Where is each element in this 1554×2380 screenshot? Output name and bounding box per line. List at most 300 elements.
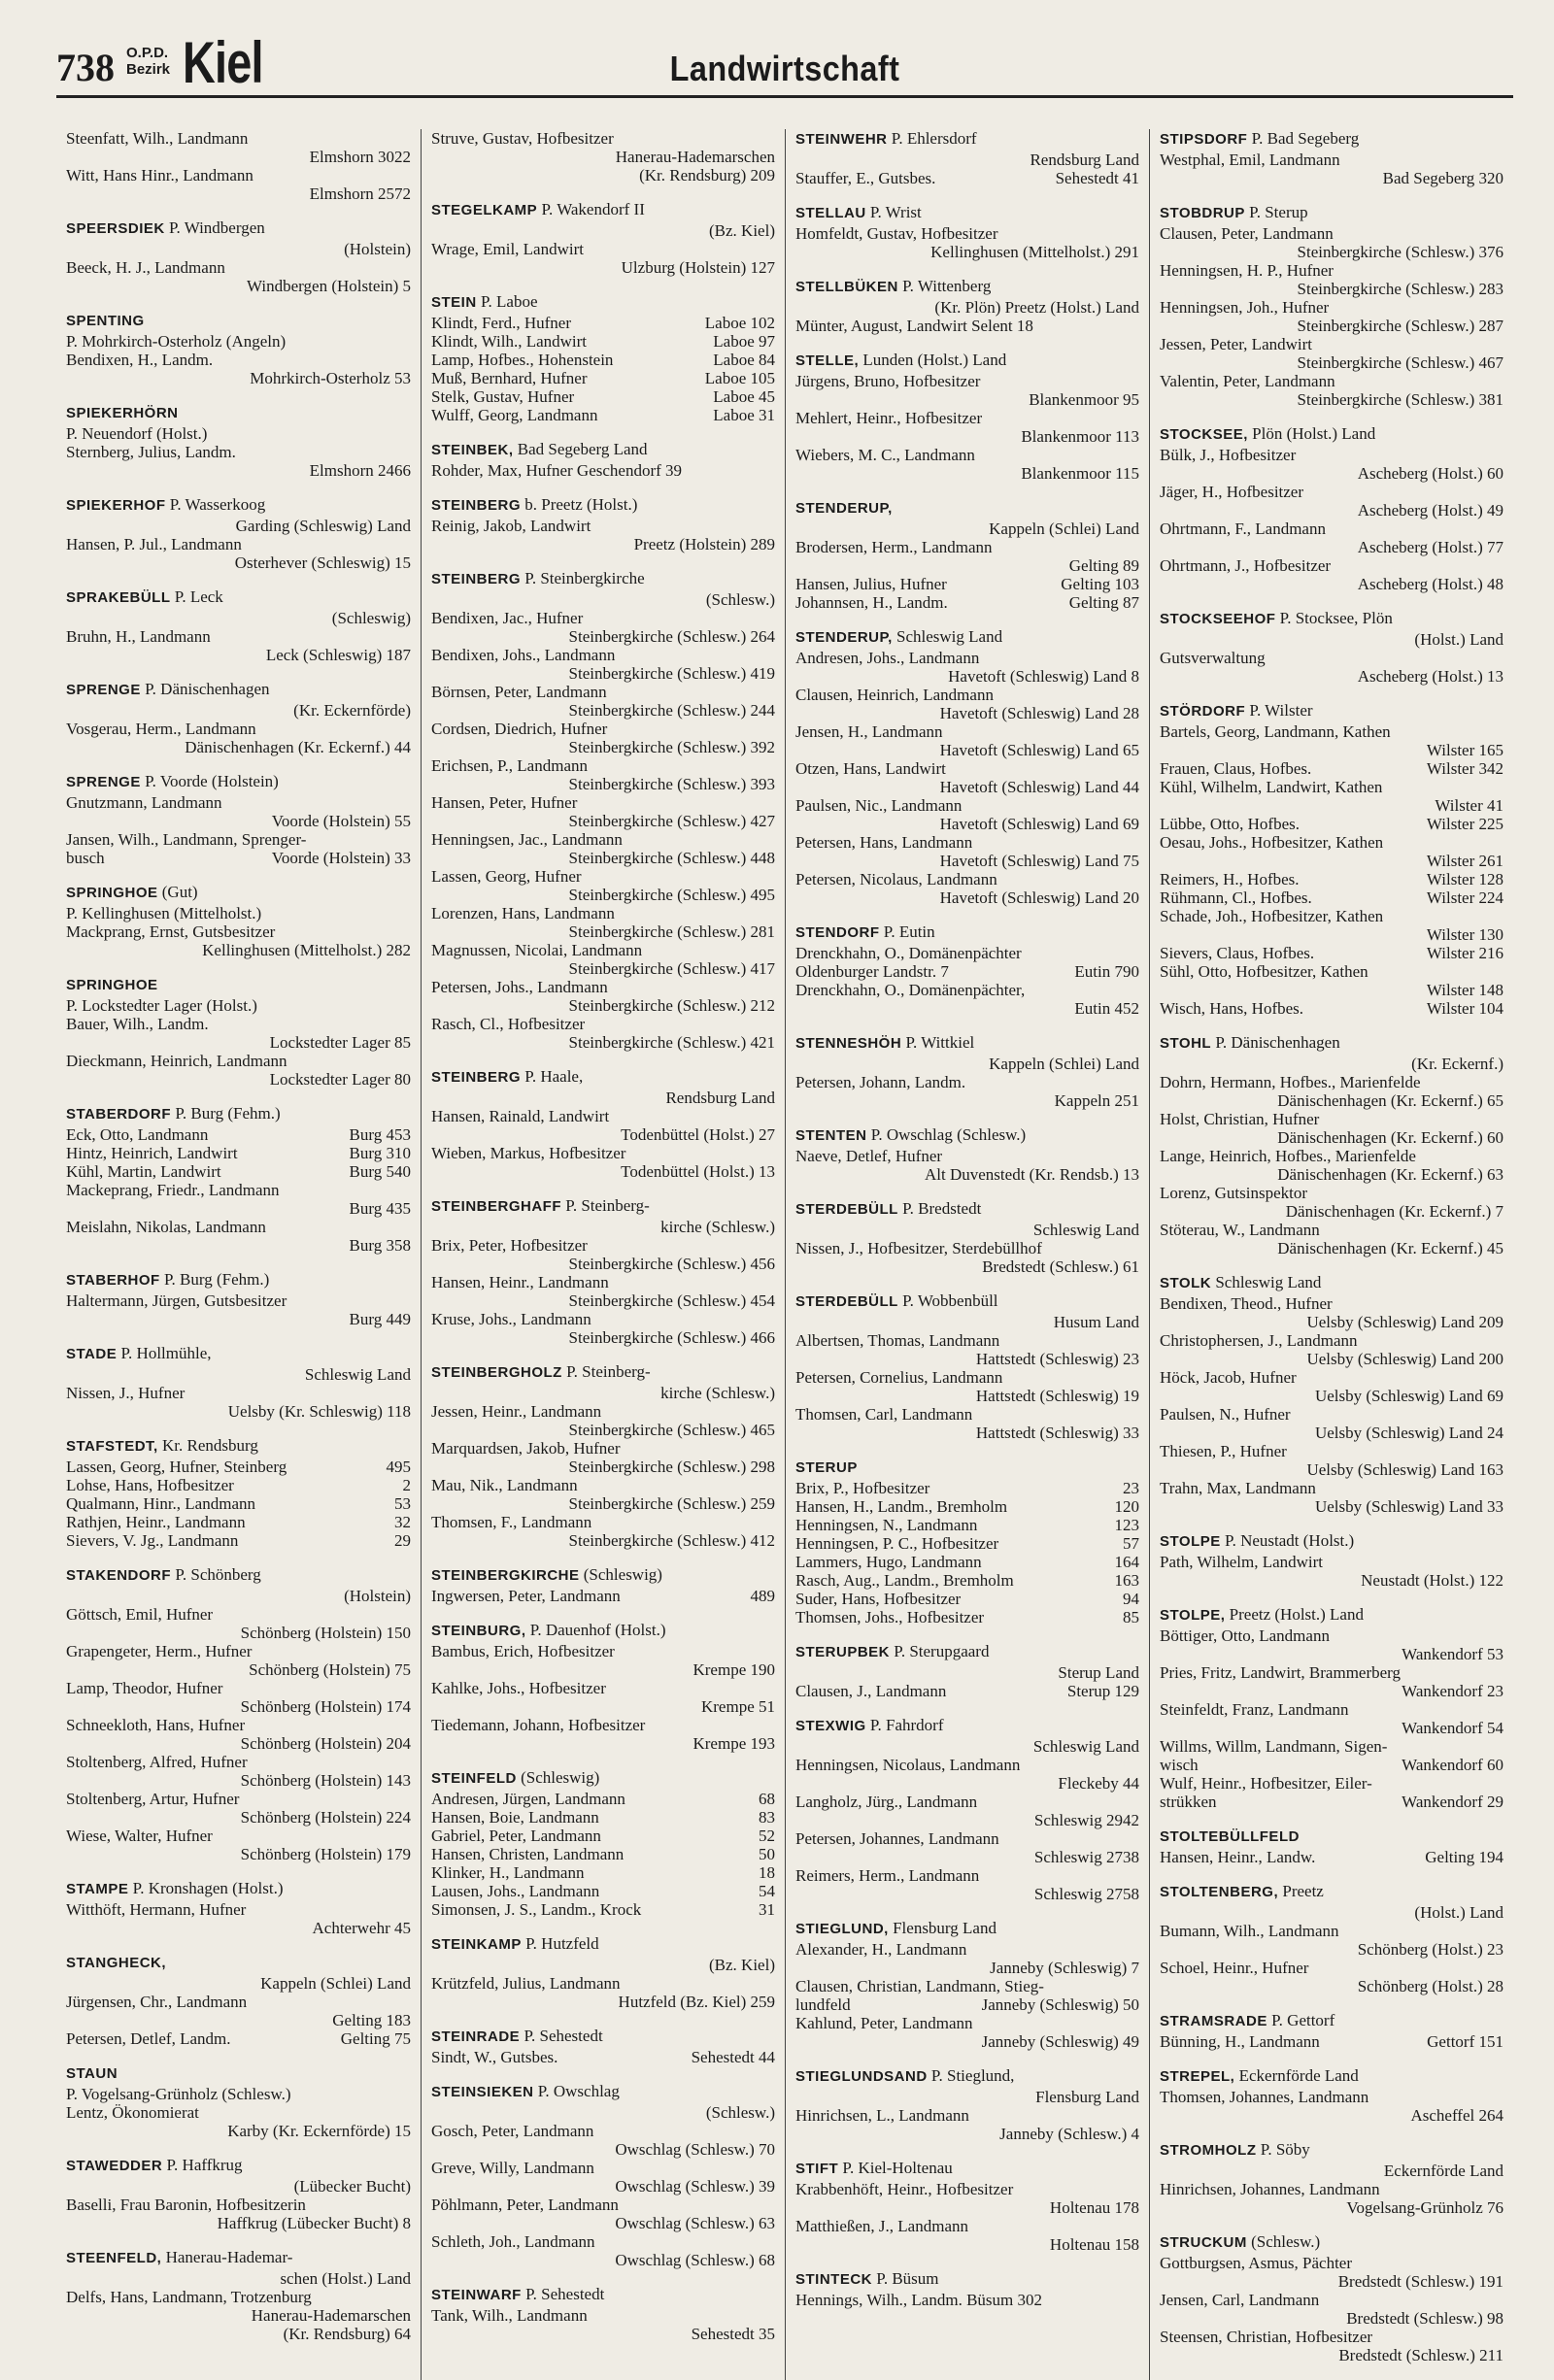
listing-location: Havetoft (Schleswig) Land 44 — [939, 778, 1139, 796]
place-entry — [1160, 424, 1503, 593]
listing-line — [1160, 907, 1503, 925]
listing-location: Ascheffel 264 — [1410, 2106, 1503, 2125]
listing-line — [795, 796, 1139, 815]
place-name: STEXWIG — [795, 1718, 866, 1734]
listing-location: Haffkrug (Lübecker Bucht) 8 — [217, 2214, 411, 2232]
listing-text: Jürgensen, Chr., Landmann — [66, 1993, 248, 2011]
listing-text: Bendixen, Theod., Hufner — [1160, 1294, 1333, 1313]
listing-text: Bruhn, H., Landmann — [66, 627, 211, 646]
listing-text: Rohder, Max, Hufner Geschendorf 39 — [431, 461, 683, 480]
place-name: SPRENGE — [66, 774, 141, 790]
place-location: P. Bredstedt — [902, 1199, 982, 1218]
place-entry — [66, 1436, 411, 1550]
listing-text: Petersen, Hans, Landmann — [795, 833, 973, 852]
place-entry — [66, 218, 411, 295]
listing-line — [795, 1055, 1139, 1073]
listing-line — [66, 922, 411, 941]
listing-text: Drenckhahn, O., Domänenpächter, — [795, 981, 1026, 999]
place-heading — [1160, 1033, 1503, 1053]
place-entry — [431, 1196, 775, 1347]
listing-line — [795, 852, 1139, 870]
listing-text: Hansen, Rainald, Landwirt — [431, 1107, 610, 1125]
listing-text: Homfeldt, Gustav, Hofbesitzer — [795, 224, 998, 243]
place-name: STEINBERGKIRCHE — [431, 1567, 580, 1584]
listing-text: Böttiger, Otto, Landmann — [1160, 1626, 1330, 1645]
listing-location: Steinbergkirche (Schlesw.) 259 — [568, 1494, 775, 1513]
listing-text: Thomsen, Carl, Landmann — [795, 1405, 973, 1424]
place-name: STREPEL, — [1160, 2068, 1235, 2085]
listing-line — [795, 1147, 1139, 1165]
listing-line — [795, 1091, 1139, 1110]
listing-number: Sehestedt 44 — [691, 2048, 775, 2066]
listing-text: Witthöft, Hermann, Hufner — [66, 1900, 247, 1919]
place-location: Hanerau-Hademar- — [165, 2248, 293, 2266]
listing-line — [1160, 538, 1503, 556]
listing-text: Petersen, Johannes, Landmann — [795, 1829, 999, 1848]
place-entry — [431, 1934, 775, 2011]
place-name: STAWEDDER — [66, 2158, 163, 2174]
place-location: P. Söby — [1260, 2140, 1310, 2159]
place-name: STIPSDORF — [1160, 131, 1248, 148]
listing-line — [431, 812, 775, 830]
listing-location: Wilster 148 — [1426, 981, 1503, 999]
listing-line — [66, 2011, 411, 2029]
listing-text: Erichsen, P., Landmann — [431, 756, 588, 775]
listing-text: Petersen, Johs., Landmann — [431, 978, 608, 996]
listing-text: Hinrichsen, L., Landmann — [795, 2106, 969, 2125]
place-name: SPEERSDIEK — [66, 220, 165, 237]
listing-line — [795, 1829, 1139, 1848]
listing-line — [431, 1291, 775, 1310]
listing-line — [1160, 1147, 1503, 1165]
listing-number: 164 — [1114, 1553, 1139, 1571]
listing-location: Steinbergkirche (Schlesw.) 264 — [568, 627, 775, 646]
listing-location: Schleswig Land — [1032, 1221, 1139, 1239]
listing-location: Dänischenhagen (Kr. Eckernf.) 63 — [1277, 1165, 1503, 1184]
listing-location: Steinbergkirche (Schlesw.) 283 — [1297, 280, 1503, 298]
listing-number: Eutin 790 — [1074, 962, 1139, 981]
listing-text: Westphal, Emil, Landmann — [1160, 151, 1340, 169]
listing-location: Steinbergkirche (Schlesw.) 298 — [568, 1458, 775, 1476]
listing-location: Uelsby (Schleswig) Land 24 — [1314, 1424, 1503, 1442]
listing-line — [66, 1070, 411, 1089]
place-entry — [1160, 2011, 1503, 2051]
listing-number: Wilster 224 — [1426, 888, 1503, 907]
listing-line — [431, 664, 775, 683]
place-name: STOLPE — [1160, 1533, 1221, 1550]
place-name: STOLK — [1160, 1275, 1212, 1291]
place-heading — [795, 1919, 1139, 1938]
listing-text: Lübbe, Otto, Hofbes. — [1160, 815, 1301, 833]
place-heading — [1160, 2066, 1503, 2086]
listing-location: Dänischenhagen (Kr. Eckernf.) 60 — [1277, 1128, 1503, 1147]
listing-line — [1160, 778, 1503, 796]
listing-location: Vogelsang-Grünholz 76 — [1346, 2198, 1503, 2217]
listing-location: Holtenau 178 — [1049, 2198, 1139, 2217]
listing-line — [431, 1734, 775, 1753]
listing-line — [431, 1845, 775, 1863]
listing-location: (Schlesw.) — [705, 2103, 775, 2122]
listing-text: busch — [66, 849, 105, 867]
listing-line — [66, 369, 411, 387]
place-location: P. Sterup — [1249, 203, 1308, 221]
listing-line — [66, 1771, 411, 1790]
listing-line — [431, 941, 775, 959]
listing-text: Jessen, Heinr., Landmann — [431, 1402, 602, 1421]
listing-line — [1160, 649, 1503, 667]
listing-line — [795, 298, 1139, 317]
listing-line — [66, 1291, 411, 1310]
place-name: STOBDRUP — [1160, 205, 1245, 221]
listing-line — [431, 1236, 775, 1255]
listing-line — [66, 1458, 411, 1476]
place-entry — [431, 129, 775, 184]
listing-text: Andresen, Jürgen, Landmann — [431, 1790, 625, 1808]
place-name: STELLBÜKEN — [795, 279, 898, 295]
listing-line — [1160, 1073, 1503, 1091]
listing-location: Steinbergkirche (Schlesw.) 287 — [1297, 317, 1503, 335]
listing-line — [795, 759, 1139, 778]
listing-line — [1160, 446, 1503, 464]
place-location: P. Steinbergkirche — [524, 569, 645, 587]
listing-line — [1160, 833, 1503, 852]
listing-text: Eck, Otto, Landmann — [66, 1125, 209, 1144]
listing-line — [66, 1974, 411, 1993]
listing-location: (Kr. Rendsburg) 64 — [283, 2325, 411, 2343]
listing-location: Steinbergkirche (Schlesw.) 212 — [568, 996, 775, 1015]
listing-line — [1160, 353, 1503, 372]
place-entry — [795, 351, 1139, 483]
listing-line — [795, 372, 1139, 390]
place-entry — [795, 2269, 1139, 2309]
listing-line — [66, 1310, 411, 1328]
listing-location: Steinbergkirche (Schlesw.) 427 — [568, 812, 775, 830]
listing-line — [1160, 1645, 1503, 1663]
listing-line — [431, 2251, 775, 2269]
place-name: STEINSIEKEN — [431, 2084, 534, 2100]
listing-location: (Lübecker Bucht) — [293, 2177, 411, 2196]
listing-location: (Holstein) — [344, 240, 411, 258]
listing-text: Hansen, Boie, Landmann — [431, 1808, 599, 1827]
place-name: STOLPE, — [1160, 1607, 1226, 1624]
listing-line — [795, 1405, 1139, 1424]
listing-number: Janneby (Schleswig) 50 — [981, 1995, 1139, 2014]
listing-text: Steinfeldt, Franz, Landmann — [1160, 1700, 1349, 1719]
place-location: P. Haale, — [524, 1067, 584, 1086]
listing-line — [1160, 796, 1503, 815]
listing-line — [795, 1977, 1139, 1995]
listing-location: Hattstedt (Schleswig) 23 — [975, 1350, 1139, 1368]
listing-line — [66, 738, 411, 756]
listing-line — [431, 369, 775, 387]
listing-line — [431, 1827, 775, 1845]
listing-location: Elmshorn 2572 — [309, 184, 411, 203]
place-heading — [66, 1270, 411, 1290]
listing-location: Rendsburg Land — [665, 1089, 775, 1107]
place-name: STENTEN — [795, 1127, 867, 1144]
listing-text: Mackprang, Ernst, Gutsbesitzer — [66, 922, 276, 941]
listing-line — [1160, 1165, 1503, 1184]
listing-line — [66, 1679, 411, 1697]
place-entry — [431, 1067, 775, 1181]
listing-line — [795, 464, 1139, 483]
listing-text: Jensen, Carl, Landmann — [1160, 2291, 1320, 2309]
listing-line — [795, 2217, 1139, 2235]
listing-line — [1160, 925, 1503, 944]
listing-text: Hintz, Heinrich, Landwirt — [66, 1144, 238, 1162]
listing-text: Langholz, Jürg., Landmann — [795, 1793, 978, 1811]
listing-line — [795, 1424, 1139, 1442]
place-entry — [1160, 203, 1503, 409]
listing-location: Kappeln (Schlei) Land — [989, 1055, 1139, 1073]
listing-line — [795, 1866, 1139, 1885]
place-entry — [66, 403, 411, 480]
listing-line — [431, 1089, 775, 1107]
listing-text: Pries, Fritz, Landwirt, Brammerberg — [1160, 1663, 1402, 1682]
listing-text: Alexander, H., Landmann — [795, 1940, 967, 1959]
place-name: STERUPBEK — [795, 1644, 891, 1660]
place-location: Preetz — [1282, 1882, 1324, 1900]
listing-text: wisch — [1160, 1756, 1199, 1774]
listing-line — [1160, 1848, 1503, 1866]
listing-location: kirche (Schlesw.) — [660, 1384, 775, 1402]
listing-line — [431, 1255, 775, 1273]
listing-text: Wisch, Hans, Hofbes. — [1160, 999, 1304, 1018]
place-entry — [795, 2159, 1139, 2254]
listing-line — [66, 1660, 411, 1679]
listing-line — [66, 1697, 411, 1716]
listing-location: Burg 449 — [349, 1310, 411, 1328]
listing-text: Lorenzen, Hans, Landmann — [431, 904, 615, 922]
place-entry — [431, 2027, 775, 2066]
listing-line — [1160, 1368, 1503, 1387]
place-location: P. Wrist — [869, 203, 922, 221]
place-entry — [431, 495, 775, 553]
listing-line — [66, 2269, 411, 2288]
listing-location: Schleswig 2942 — [1033, 1811, 1139, 1829]
listing-line — [1160, 2328, 1503, 2346]
listing-number: Gettorf 151 — [1427, 2032, 1503, 2051]
listing-text: P. Vogelsang-Grünholz (Schlesw.) — [66, 2085, 291, 2103]
listing-location: Steinbergkirche (Schlesw.) 467 — [1297, 353, 1503, 372]
listing-line — [1160, 261, 1503, 280]
listing-number: Laboe 102 — [704, 314, 775, 332]
place-heading — [66, 587, 411, 607]
listing-line — [795, 667, 1139, 686]
listing-line — [66, 258, 411, 277]
listing-location: Ascheberg (Holst.) 77 — [1357, 538, 1503, 556]
place-heading — [66, 2063, 411, 2083]
listing-line — [66, 941, 411, 959]
listing-number: 85 — [1123, 1608, 1139, 1626]
listing-text: Tank, Wilh., Landmann — [431, 2306, 588, 2325]
place-heading — [431, 495, 775, 515]
place-entry — [431, 292, 775, 424]
listing-line — [795, 741, 1139, 759]
listing-line — [795, 1959, 1139, 1977]
listing-line — [431, 996, 775, 1015]
listing-line — [795, 1497, 1139, 1516]
listing-line — [1160, 2180, 1503, 2198]
listing-location: Steinbergkirche (Schlesw.) 381 — [1297, 390, 1503, 409]
listing-line — [66, 793, 411, 812]
place-location: P. Sterupgaard — [894, 1642, 990, 1660]
place-entry — [66, 311, 411, 387]
place-name: STELLE, — [795, 352, 860, 369]
listing-text: Wiese, Walter, Hufner — [66, 1827, 213, 1845]
place-entry — [1160, 129, 1503, 187]
listing-number: 18 — [759, 1863, 775, 1882]
place-name: STEINRADE — [431, 2028, 521, 2045]
listing-location: Elmshorn 3022 — [309, 148, 411, 166]
listing-line — [1160, 1571, 1503, 1590]
listing-text: Petersen, Cornelius, Landmann — [795, 1368, 1003, 1387]
listing-location: Elmshorn 2466 — [309, 461, 411, 480]
listing-number: Laboe 45 — [713, 387, 775, 406]
listing-line — [431, 738, 775, 756]
listing-location: Wilster 165 — [1426, 741, 1503, 759]
listing-text: Suder, Hans, Hofbesitzer — [795, 1590, 962, 1608]
listing-text: Stöterau, W., Landmann — [1160, 1221, 1320, 1239]
place-location: P. Owschlag — [537, 2082, 620, 2100]
listing-text: Bauer, Wilh., Landm. — [66, 1015, 209, 1033]
listing-line — [1160, 1774, 1503, 1793]
listing-number: 123 — [1114, 1516, 1139, 1534]
listing-line — [431, 2048, 775, 2066]
listing-line — [1160, 1350, 1503, 1368]
listing-line — [1160, 1110, 1503, 1128]
listing-location: Steinbergkirche (Schlesw.) 244 — [568, 701, 775, 720]
place-heading — [1160, 2140, 1503, 2160]
listing-text: Kahlund, Peter, Landmann — [795, 2014, 973, 2032]
listing-text: Ohrtmann, F., Landmann — [1160, 520, 1326, 538]
listing-location: Schönberg (Holst.) 28 — [1357, 1977, 1503, 1995]
place-location: P. Hutzfeld — [525, 1934, 599, 1953]
listing-line — [66, 1402, 411, 1421]
listing-line — [1160, 981, 1503, 999]
place-heading — [795, 2269, 1139, 2289]
listing-number: Sehestedt 41 — [1055, 169, 1139, 187]
listing-line — [66, 2103, 411, 2122]
listing-location: kirche (Schlesw.) — [660, 1218, 775, 1236]
listing-line — [431, 1384, 775, 1402]
listing-text: Sindt, W., Gutsbes. — [431, 2048, 558, 2066]
listing-text: Jensen, H., Landmann — [795, 722, 943, 741]
listing-location: (Schlesw.) — [705, 590, 775, 609]
listing-line — [1160, 722, 1503, 741]
listing-text: Klindt, Ferd., Hufner — [431, 314, 572, 332]
listing-location: Steinbergkirche (Schlesw.) 419 — [568, 664, 775, 683]
place-entry — [1160, 1605, 1503, 1811]
listing-text: Otzen, Hans, Landwirt — [795, 759, 946, 778]
listing-location: Burg 358 — [349, 1236, 411, 1255]
district-line-1: O.P.D. — [126, 45, 169, 61]
listing-line — [1160, 1497, 1503, 1516]
listing-text: Hansen, Julius, Hufner — [795, 575, 947, 593]
place-entry — [795, 1919, 1139, 2051]
listing-location: Schönberg (Holstein) 150 — [240, 1624, 411, 1642]
listing-line — [431, 1439, 775, 1458]
listing-location: Sterup Land — [1058, 1663, 1139, 1682]
listing-text: Qualmann, Hinr., Landmann — [66, 1494, 255, 1513]
listing-line — [66, 1900, 411, 1919]
listing-text: Sternberg, Julius, Landm. — [66, 443, 236, 461]
listing-text: Trahn, Max, Landmann — [1160, 1479, 1316, 1497]
listing-line — [795, 1590, 1139, 1608]
listing-text: Thomsen, Johannes, Landmann — [1160, 2088, 1369, 2106]
listing-line — [795, 981, 1139, 999]
place-entry — [1160, 2232, 1503, 2364]
listing-line — [1160, 1479, 1503, 1497]
listing-text: Clausen, J., Landmann — [795, 1682, 947, 1700]
place-heading — [1160, 701, 1503, 721]
place-location: Bad Segeberg Land — [517, 440, 648, 458]
listing-line — [66, 461, 411, 480]
listing-line — [1160, 335, 1503, 353]
listing-line — [1160, 1239, 1503, 1257]
listing-location: Lockstedter Lager 80 — [269, 1070, 411, 1089]
listing-line — [795, 1940, 1139, 1959]
page-title: Landwirtschaft — [669, 49, 900, 88]
place-name: STERDEBÜLL — [795, 1293, 898, 1310]
place-name: STOCKSEE, — [1160, 426, 1248, 443]
listing-line — [66, 332, 411, 351]
place-location: P. Steinberg- — [566, 1362, 651, 1381]
listing-location: schen (Holst.) Land — [280, 2269, 411, 2288]
listing-number: Wankendorf 29 — [1402, 1793, 1503, 1811]
listing-line — [431, 1790, 775, 1808]
listing-line — [795, 1995, 1139, 2014]
listing-text: Paulsen, Nic., Landmann — [795, 796, 963, 815]
listing-line — [795, 1165, 1139, 1184]
listing-text: Stoltenberg, Alfred, Hufner — [66, 1753, 248, 1771]
place-entry — [66, 975, 411, 1089]
place-name: STEINBURG, — [431, 1623, 526, 1639]
listing-location: Achterwehr 45 — [312, 1919, 411, 1937]
listing-line — [795, 1793, 1139, 1811]
listing-location: (Kr. Eckernf.) — [1411, 1055, 1503, 1073]
listing-location: Dänischenhagen (Kr. Eckernf.) 65 — [1277, 1091, 1503, 1110]
place-location: P. Laboe — [480, 292, 538, 311]
listing-text: Bünning, H., Landmann — [1160, 2032, 1320, 2051]
listing-text: P. Kellinghusen (Mittelholst.) — [66, 904, 262, 922]
place-heading — [795, 1642, 1139, 1661]
listing-line — [1160, 667, 1503, 686]
place-name: STELLAU — [795, 205, 866, 221]
listing-line — [431, 775, 775, 793]
listing-line — [1160, 1626, 1503, 1645]
listing-line — [795, 686, 1139, 704]
listing-location: Uelsby (Schleswig) Land 200 — [1306, 1350, 1503, 1368]
listing-text: Witt, Hans Hinr., Landmann — [66, 166, 253, 184]
listing-text: Pöhlmann, Peter, Landmann — [431, 2196, 619, 2214]
place-entry — [66, 1565, 411, 1863]
listing-text: Münter, August, Landwirt Selent 18 — [795, 317, 1033, 335]
listing-location: Uelsby (Kr. Schleswig) 118 — [227, 1402, 411, 1421]
place-entry — [431, 2082, 775, 2269]
listing-text: Henningsen, H. P., Hufner — [1160, 261, 1334, 280]
place-name: STIFT — [795, 2161, 839, 2177]
listing-number: 2 — [402, 1476, 411, 1494]
listing-line — [431, 1716, 775, 1734]
listing-line — [1160, 1091, 1503, 1110]
listing-line — [1160, 1424, 1503, 1442]
listing-location: (Holst.) Land — [1414, 1903, 1503, 1922]
place-heading — [1160, 1827, 1503, 1846]
listing-line — [431, 1273, 775, 1291]
listing-line — [1160, 1387, 1503, 1405]
listing-line — [66, 720, 411, 738]
